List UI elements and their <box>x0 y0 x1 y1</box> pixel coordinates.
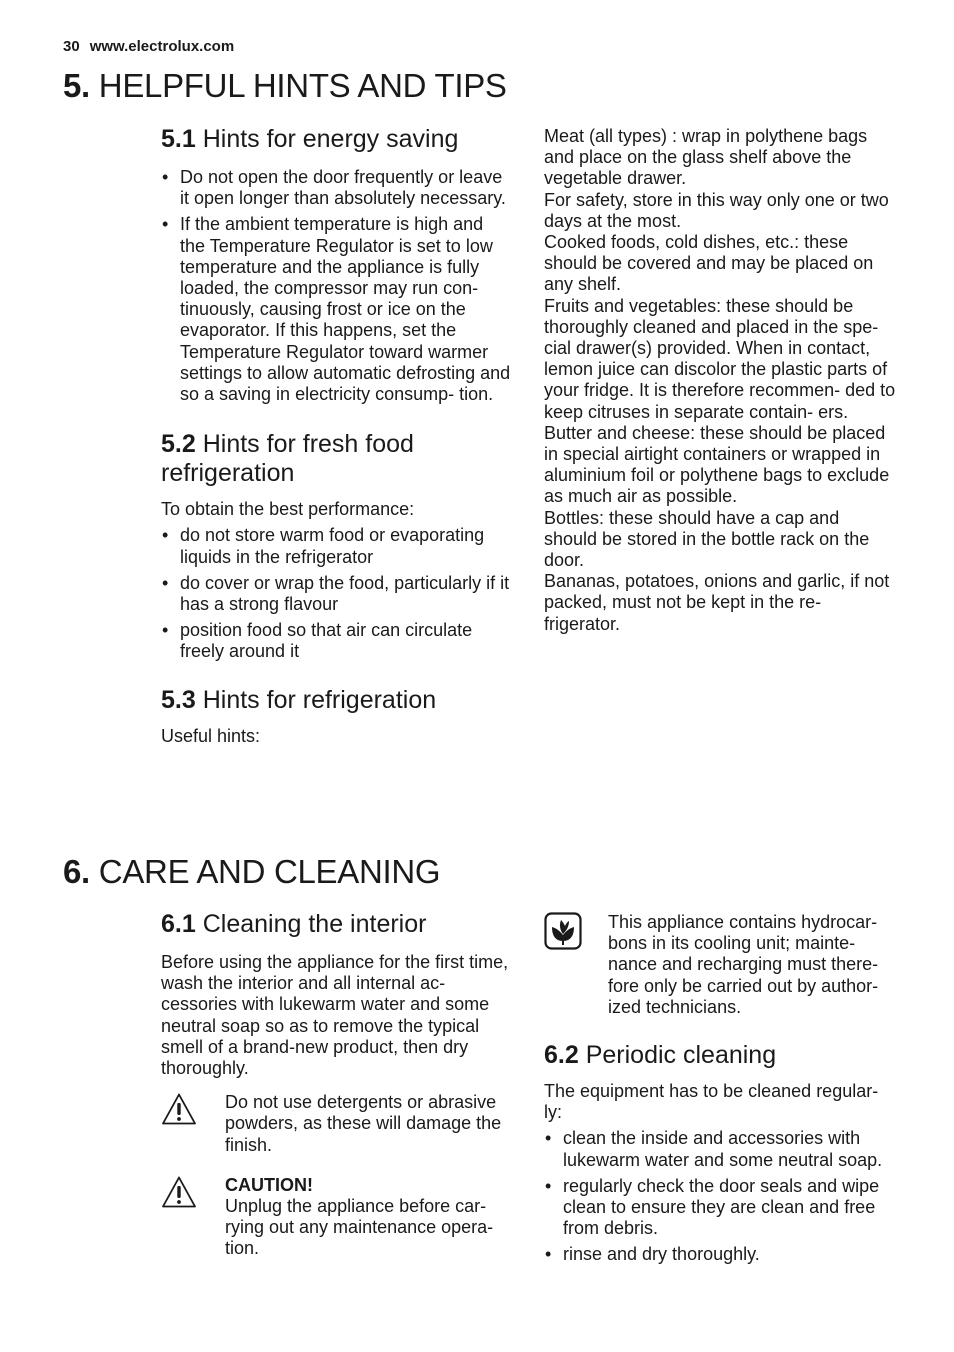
list-item: • If the ambient temperature is high and the Temperature Regulator is set to low temperature and the appliance is fully loaded, the compressor may run con- tinuously, causing frost or ice on the evaporator. If this happens, set the Temperature Regulator toward warmer settings to allow automatic defrosting and so a saving in electricity consump- tion. <box>161 214 513 405</box>
page-header <box>63 38 234 55</box>
chapter-5-right-column <box>544 126 896 635</box>
caution-note <box>161 1175 513 1260</box>
hint-paragraph: Bottles: these should have a cap and should be stored in the bottle rack on the door. <box>544 507 870 571</box>
caution-text: Unplug the appliance before car- rying out any maintenance opera- tion. <box>225 1196 494 1259</box>
hint-paragraph: Cooked foods, cold dishes, etc.: these should be covered and may be placed on any shelf. <box>544 232 874 295</box>
warning-note <box>161 1092 513 1156</box>
hint-paragraph: Bananas, potatoes, onions and garlic, if not packed, must not be kept in the re- frigerator. <box>544 571 890 634</box>
list-item: • clean the inside and accessories with lukewarm water and some neutral soap. <box>544 1128 896 1170</box>
section-6-1-heading: 6.1 Cleaning the interior <box>161 910 427 938</box>
warning-triangle-icon <box>161 1092 197 1131</box>
section-5-2-intro: To obtain the best performance: <box>161 499 415 520</box>
page-number: 30 <box>63 38 80 55</box>
hint-paragraph: For safety, store in this way only one or two days at the most. <box>544 189 889 231</box>
warning-triangle-icon <box>161 1175 197 1214</box>
section-6-1-body: Before using the appliance for the first time, wash the interior and all internal ac- cessories with lukewarm water and some neutral soap so as to remove the typical smell of a brand-new product, then dry thoroughly. <box>161 952 509 1079</box>
eco-note-text: This appliance contains hydrocar- bons in its cooling unit; mainte- nance and recharging must there- fore only be carried out by author- ized technicians. <box>608 912 879 1017</box>
hint-paragraph: Butter and cheese: these should be placed in special airtight containers or wrapped in aluminium foil or polythene bags to exclude as much air as possible. <box>544 422 890 507</box>
chapter-number: 6. <box>63 853 90 890</box>
section-5-3-intro: Useful hints: <box>161 725 261 746</box>
list-item: • do not store warm food or evaporating liquids in the refrigerator <box>161 525 513 567</box>
periodic-cleaning-list <box>544 1128 896 1265</box>
section-6-2-heading: 6.2 Periodic cleaning <box>544 1041 777 1070</box>
section-5-1-heading: 5.1 Hints for energy saving <box>161 125 459 153</box>
chapter-number: 5. <box>63 67 90 104</box>
chapter-6-right-column <box>544 912 896 1266</box>
section-5-2-heading: 5.2 Hints for fresh food refrigeration <box>161 430 414 488</box>
energy-saving-list <box>161 167 513 405</box>
eco-leaf-icon <box>544 912 582 955</box>
warning-text: Do not use detergents or abrasive powders, as these will damage the finish. <box>225 1092 502 1155</box>
list-item: • do cover or wrap the food, particularly if it has a strong flavour <box>161 573 513 615</box>
chapter-title: HELPFUL HINTS AND TIPS <box>98 67 507 104</box>
chapter-6-left-column <box>161 910 513 1260</box>
eco-note <box>544 912 896 1018</box>
hint-paragraph: Meat (all types) : wrap in polythene bags and place on the glass shelf above the vegetable drawer. <box>544 126 868 189</box>
chapter-5-left-column <box>161 125 513 747</box>
list-item: • rinse and dry thoroughly. <box>544 1244 896 1265</box>
chapter-5-title <box>63 67 507 105</box>
hint-paragraph: Fruits and vegetables: these should be thoroughly cleaned and placed in the spe- cial drawer(s) provided. When in contact, lemon juice can discolor the plastic parts of your fridge. It is therefore recommen- ded to keep citruses in separate contain- ers. <box>544 295 896 422</box>
fresh-food-list <box>161 525 513 662</box>
caution-title: CAUTION! <box>225 1174 313 1195</box>
section-5-3-heading: 5.3 Hints for refrigeration <box>161 685 437 714</box>
list-item: • Do not open the door frequently or leave it open longer than absolutely necessary. <box>161 167 513 209</box>
chapter-title: CARE AND CLEANING <box>98 853 441 890</box>
website-url: www.electrolux.com <box>89 38 235 55</box>
list-item: • regularly check the door seals and wipe clean to ensure they are clean and free from debris. <box>544 1176 896 1240</box>
list-item: • position food so that air can circulate freely around it <box>161 620 513 662</box>
section-6-2-intro: The equipment has to be cleaned regular- ly: <box>544 1081 879 1123</box>
chapter-6-title <box>63 853 440 891</box>
